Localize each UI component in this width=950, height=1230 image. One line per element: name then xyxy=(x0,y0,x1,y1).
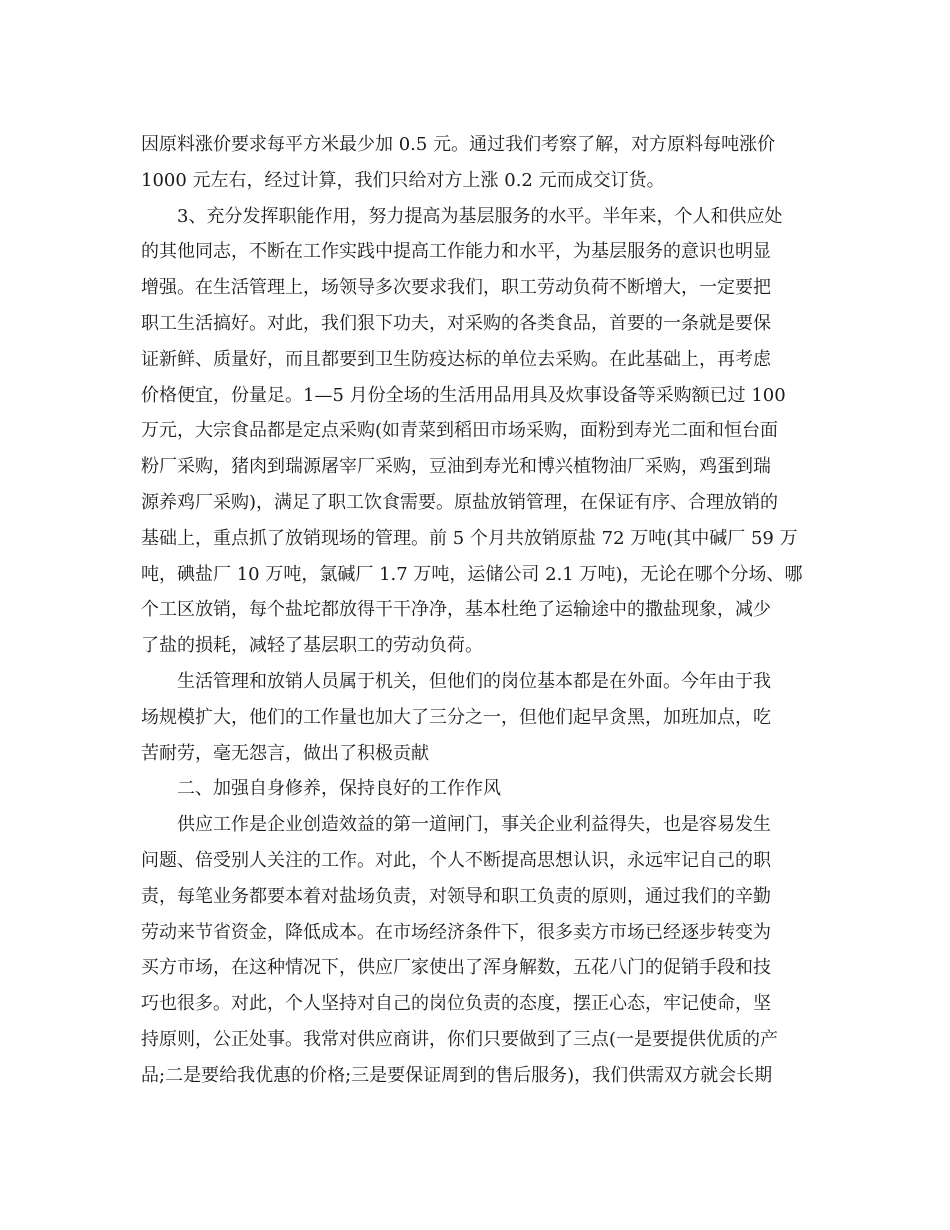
text-line: 个工区放销，每个盐坨都放得干干净净，基本杜绝了运输途中的撒盐现象，减少 xyxy=(141,599,771,621)
text-line: 品;二是要给我优惠的价格;三是要保证周到的售后服务)，我们供需双方就会长期 xyxy=(141,1064,773,1086)
text-line: 万元，大宗食品都是定点采购(如青菜到稻田市场采购，面粉到寿光二面和恒台面 xyxy=(141,420,779,442)
text-line: 持原则，公正处事。我常对供应商讲，你们只要做到了三点(一是要提供优质的产 xyxy=(141,1028,779,1050)
text-line: 的其他同志，不断在工作实践中提高工作能力和水平，为基层服务的意识也明显 xyxy=(141,241,771,263)
text-line: 巧也很多。对此，个人坚持对自己的岗位负责的态度，摆正心态，牢记使命，坚 xyxy=(141,993,771,1015)
text-line: 增强。在生活管理上，场领导多次要求我们，职工劳动负荷不断增大，一定要把 xyxy=(141,277,771,299)
text-line: 源养鸡厂采购)，满足了职工饮食需要。原盐放销管理，在保证有序、合理放销的 xyxy=(141,491,779,513)
text-line: 因原料涨价要求每平方米最少加 0.5 元。通过我们考察了解，对方原料每吨涨价 xyxy=(141,134,776,155)
section-heading: 二、加强自身修养，保持良好的工作作风 xyxy=(177,778,501,800)
text-line: 基础上，重点抓了放销现场的管理。前 5 个月共放销原盐 72 万吨(其中碱厂 59 万 xyxy=(141,527,798,549)
paragraph-start-line: 生活管理和放销人员属于机关，但他们的岗位基本都是在外面。今年由于我 xyxy=(177,670,771,692)
text-line: 吨，碘盐厂 10 万吨，氯碱厂 1.7 万吨，运储公司 2.1 万吨)，无论在哪个分场、哪 xyxy=(141,563,803,585)
text-line: 了盐的损耗，减轻了基层职工的劳动负荷。 xyxy=(141,635,483,657)
text-line: 劳动来节省资金，降低成本。在市场经济条件下，很多卖方市场已经逐步转变为 xyxy=(141,921,771,943)
text-line: 1000 元左右，经过计算，我们只给对方上涨 0.2 元而成交订货。 xyxy=(141,169,665,191)
text-line: 买方市场，在这种情况下，供应厂家使出了浑身解数，五花八门的促销手段和技 xyxy=(141,957,771,979)
text-line: 职工生活搞好。对此，我们狠下功夫，对采购的各类食品，首要的一条就是要保 xyxy=(141,312,771,334)
text-line: 场规模扩大，他们的工作量也加大了三分之一，但他们起早贪黑，加班加点，吃 xyxy=(141,706,771,728)
text-line: 责，每笔业务都要本着对盐场负责，对领导和职工负责的原则，通过我们的辛勤 xyxy=(141,885,771,907)
paragraph-start-line: 供应工作是企业创造效益的第一道闸门，事关企业利益得失，也是容易发生 xyxy=(177,814,771,836)
document-body xyxy=(141,127,806,1094)
text-line: 粉厂采购，猪肉到瑞源屠宰厂采购，豆油到寿光和博兴植物油厂采购，鸡蛋到瑞 xyxy=(141,456,771,478)
text-line: 价格便宜，份量足。1—5 月份全场的生活用品用具及炊事设备等采购额已过 100 xyxy=(141,384,786,406)
text-line: 问题、倍受别人关注的工作。对此，个人不断提高思想认识，永远牢记自己的职 xyxy=(141,849,771,871)
paragraph-start-line: 3、充分发挥职能作用，努力提高为基层服务的水平。半年来，个人和供应处 xyxy=(177,205,783,227)
text-line: 苦耐劳，毫无怨言，做出了积极贡献 xyxy=(141,742,429,764)
text-line: 证新鲜、质量好，而且都要到卫生防疫达标的单位去采购。在此基础上，再考虑 xyxy=(141,348,771,370)
